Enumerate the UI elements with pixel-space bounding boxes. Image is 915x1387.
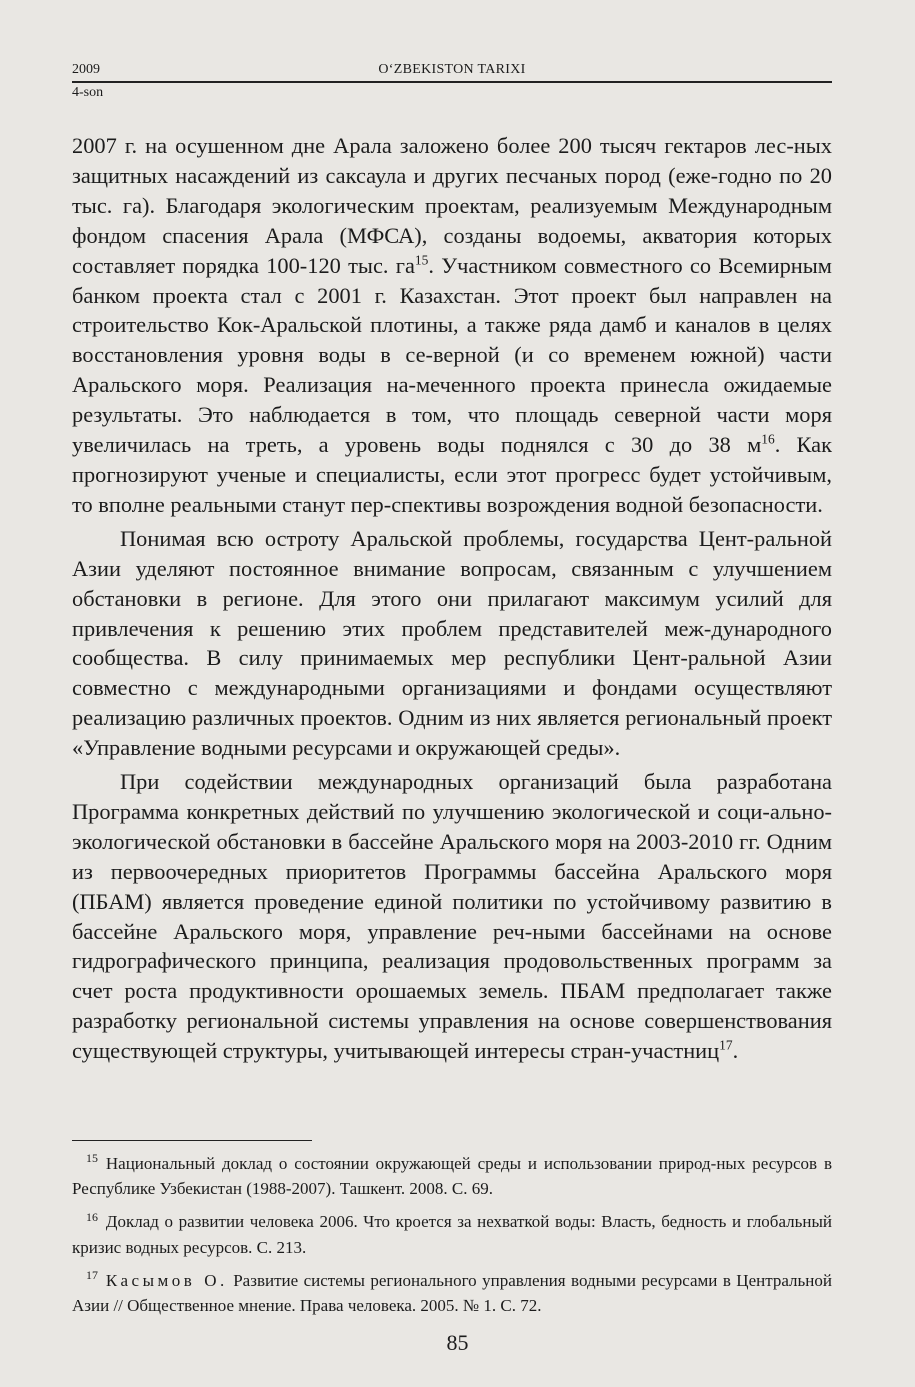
paragraph-2: Понимая всю остроту Аральской проблемы, государства Цент-ральной Азии уделяют постоянное внимание вопросам, связанным с улучшением обстановки в регионе. Для этого они прилагают максимум усилий для привлечения к решению этих проблем представителей меж-дународного сообщества. В силу принимаемых мер республики Цент-ральной Азии совместно с международными организациями и фондами осуществляют реализацию различных проектов. Одним из них является региональный проект «Управление водными ресурсами и окружающей среды». bbox=[72, 525, 832, 761]
paragraph-1-part-b: . Участником совместного со Всемирным банком проекта стал с 2001 г. Казахстан. Этот проект был направлен на строительство Кок-Аральской плотины, а также ряда дамб и каналов в целях восстановления уровня воды в се-верной (и со временем южной) части Аральского моря. Реализация на-меченного проекта принесла ожидаемые результаты. Это наблюдается в том, что площадь северной части моря увеличилась на треть, а уровень воды поднялся с 30 до 38 м bbox=[72, 252, 832, 458]
footnote-ref-16: 16 bbox=[761, 431, 775, 447]
footnote-15 bbox=[72, 1151, 832, 1201]
footnote-number: 17 bbox=[86, 1268, 98, 1283]
paragraph-3-text: При содействии международных организаций была разработана Программа конкретных действий по улучшению экологической и соци-ально-экологической обстановки в бассейне Аральского моря на 2003-2010 гг. Одним из первоочередных приоритетов Программы бассейна Аральского моря (ПБАМ) является проведение единой политики по устойчивому развитию в бассейне Аральского моря, управление реч-ными бассейнами на основе гидрографического принципа, реализация продовольственных программ за счет роста продуктивности орошаемых земель. ПБАМ предполагает также разработку региональной системы управления на основе совершенствования существующей структуры, учитывающей интересы стран-участниц bbox=[72, 769, 832, 1064]
footnote-number: 16 bbox=[86, 1209, 98, 1224]
footnote-17 bbox=[72, 1268, 832, 1318]
footnotes bbox=[72, 1151, 832, 1326]
footnote-author: Касымов О. bbox=[105, 1270, 228, 1290]
running-header bbox=[72, 60, 832, 80]
footnote-text: Национальный доклад о состоянии окружающей среды и использовании природ-ных ресурсов в Республике Узбекистан (1988-2007). Ташкент. 2008. С. 69. bbox=[72, 1154, 832, 1199]
header-year: 2009 bbox=[72, 62, 100, 77]
header-rule bbox=[72, 81, 832, 83]
footnote-text: Доклад о развитии человека 2006. Что кроется за нехваткой воды: Власть, бедность и глобальный кризис водных ресурсов. С. 213. bbox=[72, 1212, 832, 1257]
footnote-ref-17: 17 bbox=[719, 1037, 733, 1053]
header-journal-title: O‘ZBEKISTON TARIXI bbox=[378, 62, 526, 77]
footnote-ref-15: 15 bbox=[414, 252, 429, 268]
main-text bbox=[72, 131, 832, 1066]
paragraph-1-part-c: . Как прогнозируют ученые и специалисты, если этот прогресс будет устойчивым, то вполне реальными станут пер-спективы возрождения водной безопасности. bbox=[72, 432, 833, 517]
footnote-number: 15 bbox=[86, 1151, 98, 1166]
paragraph-3-end: . bbox=[732, 1038, 739, 1064]
paragraph-3 bbox=[72, 767, 832, 1066]
footnote-16 bbox=[72, 1209, 832, 1259]
footnote-text: Развитие системы регионального управления водными ресурсами в Центральной Азии // Общественное мнение. Права человека. 2005. № 1. С. 72. bbox=[72, 1270, 832, 1316]
header-issue: 4-son bbox=[72, 85, 104, 100]
page-number: 85 bbox=[446, 1330, 469, 1355]
footnote-separator bbox=[72, 1140, 312, 1141]
paragraph-1 bbox=[72, 131, 832, 520]
paragraph-1-part-a: 2007 г. на осушенном дне Арала заложено более 200 тысяч гектаров лес-ных защитных насаждений из саксаула и других песчаных пород (еже-годно по 20 тыс. га). Благодаря экологическим проектам, реализуемым Международным фондом спасения Арала (МФСА), созданы водоемы, акватория которых составляет порядка 100-120 тыс. га bbox=[72, 133, 832, 278]
